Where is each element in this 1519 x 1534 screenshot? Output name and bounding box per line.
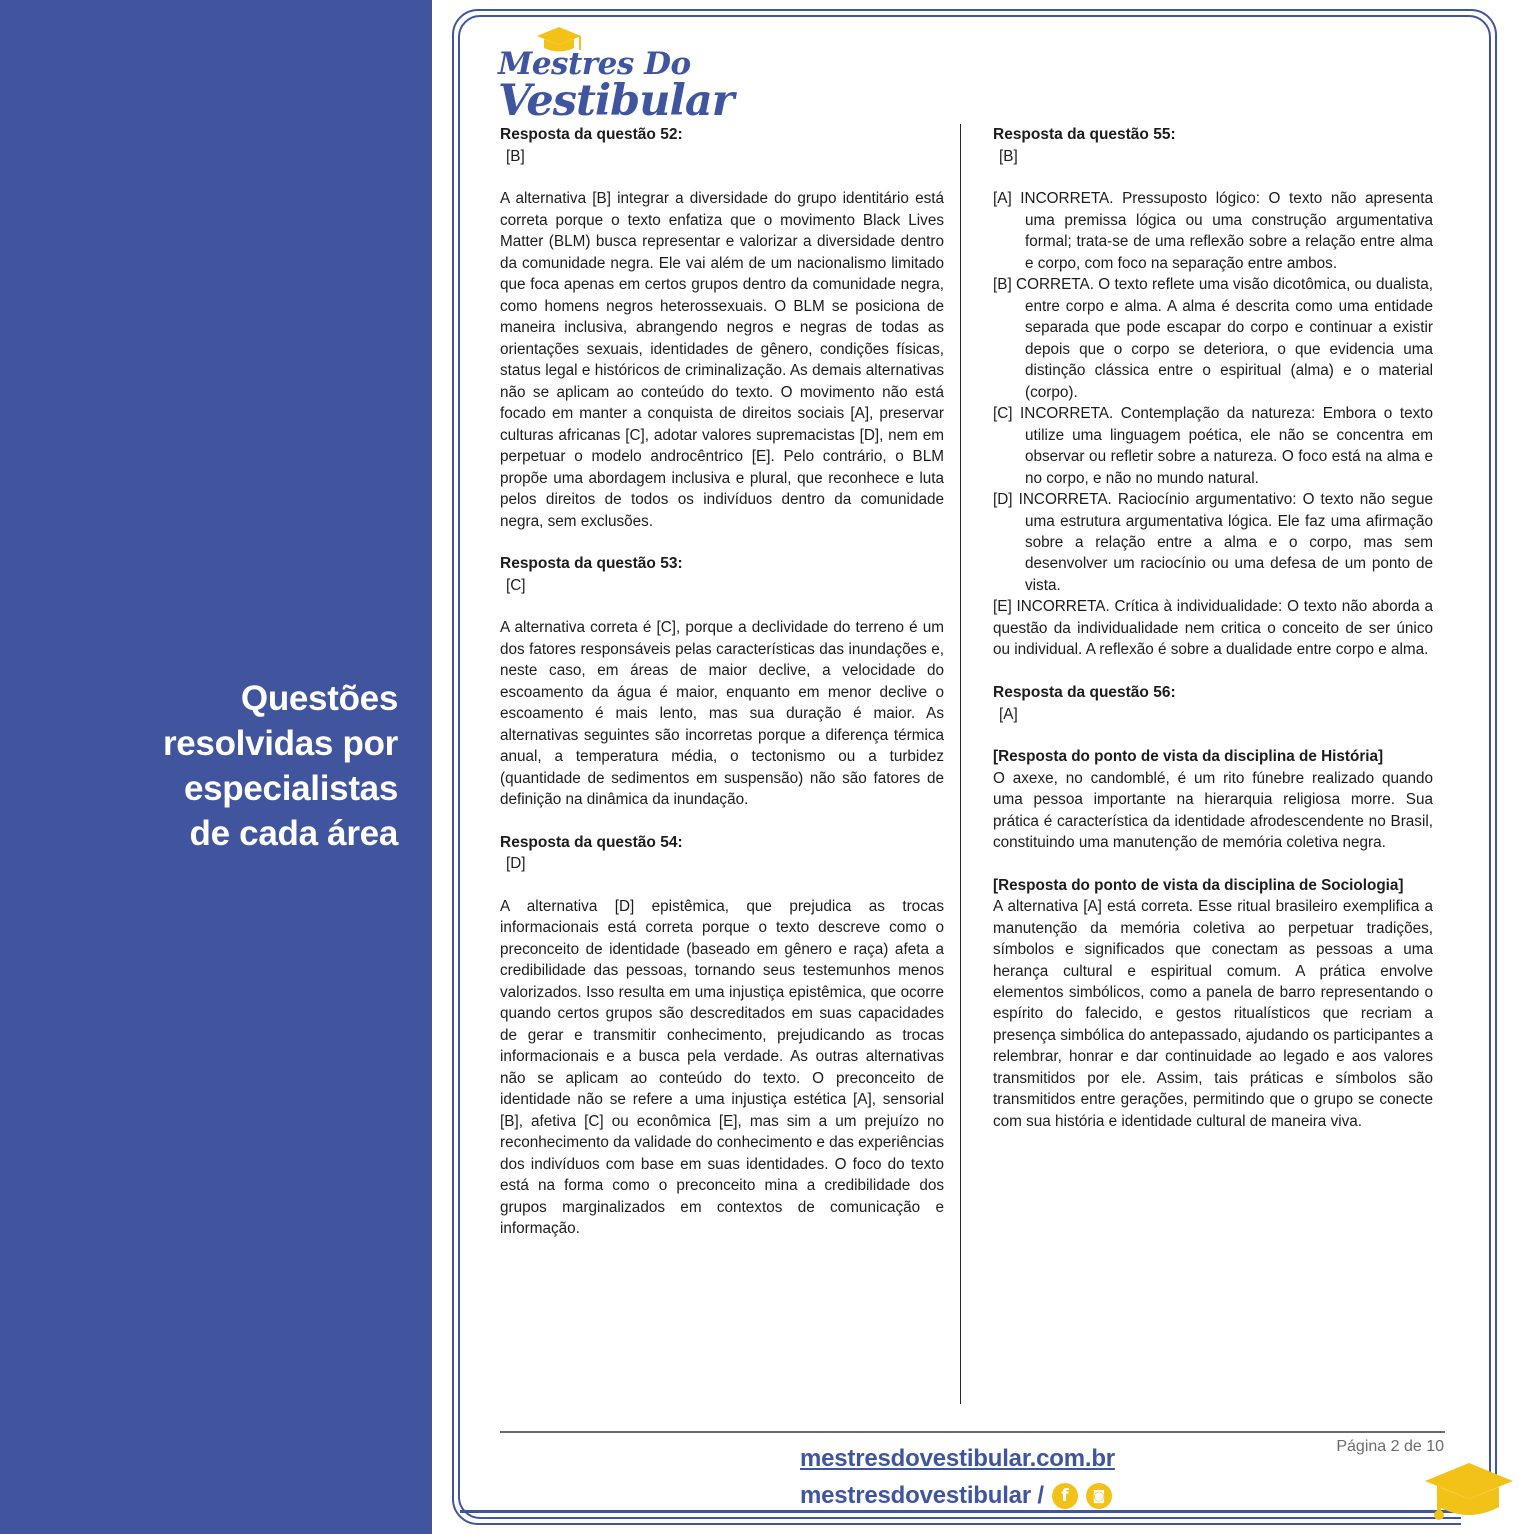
promo-headline-line: Questões bbox=[240, 679, 398, 719]
discipline-section-historia bbox=[993, 746, 1433, 853]
answers-column-right bbox=[973, 124, 1433, 1404]
footer-social-row bbox=[800, 1479, 1270, 1514]
discipline-section-sociologia bbox=[993, 875, 1433, 1133]
answer-body-q53: A alternativa correta é [C], porque a declividade do terreno é um dos fatores responsáveis pelas características das inundações e, neste caso, em áreas de maior declive, a velocidade do escoamento da água é maior, enquanto em menor declive o escoamento é mais lento, mas sua duração é maior. As alternativas seguintes são incorretas porque a diferença térmica anual, a temperatura média, o tectonismo ou a turbidez (quantidade de sedimentos em suspensão) não são fatores de definição na dinâmica da inundação. bbox=[500, 619, 944, 809]
website-link[interactable]: mestresdovestibular.com.br bbox=[800, 1445, 1115, 1472]
alternative-item: [C] INCORRETA. Contemplação da natureza: Embora o texto utilize uma linguagem poética, ele não se concentra em observar ou refletir sobre a natureza. O foco está na alma e no corpo, e não no mundo natural. bbox=[993, 405, 1433, 487]
promo-headline-line: resolvidas por bbox=[162, 724, 398, 764]
answer-block-q54 bbox=[500, 832, 944, 1240]
discipline-body: A alternativa [A] está correta. Esse ritual brasileiro exemplifica a manutenção da memória coletiva ao perpetuar tradições, símbolos e significados que conectam as pessoas a uma herança cultural e espiritual comum. A prática envolve elementos simbólicos, como a panela de barro representando o espírito do falecido, e gestos ritualísticos que recriam a presença simbólica do antepassado, ajudando os participantes a relembrar, honrar e dar continuidade ao legado e aos valores transmitidos por ele. Assim, tais práticas e símbolos são transmitidos entre gerações, permitindo que o grupo se conecte com sua história e identidade cultural de maneira viva. bbox=[993, 898, 1433, 1130]
discipline-body: O axexe, no candomblé, é um rito fúnebre realizado quando uma pessoa importante na hierarquia religiosa morre. Sua prática é característica da identidade afrodescendente no Brasil, constituindo uma manutenção de memória coletiva negra. bbox=[993, 769, 1433, 852]
document-page bbox=[432, 0, 1519, 1534]
answer-heading-q56: Resposta da questão 56: bbox=[993, 683, 1176, 701]
content-area bbox=[500, 124, 1445, 1404]
spacer bbox=[993, 854, 1433, 875]
answer-body-q54: A alternativa [D] epistêmica, que prejudica as trocas informacionais está correta porque o texto descreve como o preconceito de identidade (baseado em gênero e raça) afeta a credibilidade das pessoas, tornando seus testemunhos menos valorizados. Isso resulta em uma injustiça epistêmica, que ocorre quando certos grupos são descreditados em suas capacidades de gerar e transmitir conhecimento, prejudicando as trocas informacionais e a busca pela verdade. As outras alternativas não se aplicam ao conteúdo do texto. O preconceito de identidade não se refere a uma injustiça estética [A], sensorial [B], afetiva [C] ou econômica [E], mas sim a um prejuízo no reconhecimento da validade do conhecimento e das experiências dos indivíduos com base em suas identidades. O foco do texto está na forma como o preconceito mina a credibilidade dos grupos marginalizados em contextos de comunicação e informação. bbox=[500, 897, 944, 1238]
answer-letter-q56: [A] bbox=[999, 705, 1018, 723]
instagram-icon[interactable]: ◙ bbox=[1086, 1483, 1112, 1509]
alternative-item: [A] INCORRETA. Pressuposto lógico: O texto não apresenta uma premissa lógica ou uma construção argumentativa formal; trata-se de uma reflexão sobre a relação entre alma e corpo, com foco na separação entre ambos. bbox=[993, 190, 1433, 272]
spacer bbox=[993, 661, 1433, 682]
discipline-title: [Resposta do ponto de vista da disciplina de Sociologia] bbox=[993, 876, 1404, 894]
answer-heading-q52: Resposta da questão 52: bbox=[500, 126, 683, 143]
spacer bbox=[500, 811, 944, 832]
footer-divider bbox=[500, 1431, 1445, 1433]
answer-letter-q53: [C] bbox=[506, 576, 526, 594]
answer-block-q56 bbox=[993, 682, 1433, 1132]
alternatives-list-q55 bbox=[993, 188, 1433, 661]
answer-heading-q54: Resposta da questão 54: bbox=[500, 833, 683, 851]
answer-heading-q55: Resposta da questão 55: bbox=[993, 126, 1176, 143]
answer-block-q53 bbox=[500, 553, 944, 811]
brand-logo-line1: Mestres Do bbox=[498, 46, 691, 82]
alternative-item: [E] INCORRETA. Crítica à individualidade: O texto não aborda a questão da individualidade nem critica o conceito de ser único ou individual. A reflexão é sobre a dualidade entre corpo e alma. bbox=[993, 598, 1433, 659]
promo-headline-line: especialistas bbox=[183, 769, 398, 808]
answer-block-q52 bbox=[500, 124, 944, 532]
promo-headline-line: de cada área bbox=[189, 813, 398, 853]
social-handle-label: mestresdovestibular / bbox=[800, 1481, 1044, 1509]
answer-letter-q54: [D] bbox=[506, 855, 526, 873]
promo-sidebar bbox=[0, 0, 432, 1534]
discipline-title: [Resposta do ponto de vista da disciplina de História] bbox=[993, 748, 1384, 766]
answers-column-left bbox=[500, 124, 960, 1404]
brand-logo bbox=[498, 24, 734, 126]
answer-block-q55 bbox=[993, 124, 1433, 661]
answer-body-q52: A alternativa [B] integrar a diversidade do grupo identitário está correta porque o texto enfatiza que o movimento Black Lives Matter (BLM) busca representar e valorizar a diversidade dentro da comunidade negra. Ele vai além de um nacionalismo limitado que foca apenas em certos grupos dentro da comunidade negra, como homens negros heterossexuais. O BLM se posiciona de maneira inclusiva, abrangendo negros e negras de todas as orientações sexuais, identidades de gênero, condições físicas, status legal e históricos de criminalização. As demais alternativas não se aplicam ao conteúdo do texto. O movimento não está focado em manter a conquista de direitos sociais [A], preservar culturas africanas [C], adotar valores supremacistas [D], nem em perpetuar o modelo androcêntrico [E]. Pelo contrário, o BLM propõe uma abordagem inclusiva e plural, que reconhece e luta pelos direitos de todos os indivíduos dentro da comunidade negra, sem exclusões. bbox=[500, 190, 944, 530]
brand-logo-line2: Vestibular bbox=[498, 76, 734, 126]
page-number-label: Página 2 de 10 bbox=[1336, 1438, 1444, 1455]
answer-letter-q55: [B] bbox=[999, 147, 1018, 165]
corner-graduation-cap-icon bbox=[1423, 1459, 1515, 1532]
facebook-icon[interactable]: f bbox=[1052, 1483, 1078, 1509]
alternative-item: [D] INCORRETA. Raciocínio argumentativo: O texto não segue uma estrutura argumentativa lógica. Ele faz uma afirmação sobre a relação entre a alma e o corpo, mas sem desenvolver um raciocínio ou uma defesa de um ponto de vista. bbox=[993, 491, 1433, 594]
alternative-item: [B] CORRETA. O texto reflete uma visão dicotômica, ou dualista, entre corpo e alma. A alma é descrita como uma entidade separada que pode escapar do corpo e continuar a existir depois que o corpo se deteriora, o que evidencia uma distinção clássica entre o espiritual (alma) e o material (corpo). bbox=[993, 276, 1433, 401]
footer-bottom-rule bbox=[460, 1510, 1460, 1513]
promo-headline bbox=[163, 677, 432, 856]
footer-links bbox=[800, 1442, 1270, 1514]
answer-letter-q52: [B] bbox=[506, 147, 525, 165]
spacer bbox=[500, 532, 944, 553]
column-divider bbox=[960, 124, 961, 1404]
answer-heading-q53: Resposta da questão 53: bbox=[500, 555, 683, 572]
